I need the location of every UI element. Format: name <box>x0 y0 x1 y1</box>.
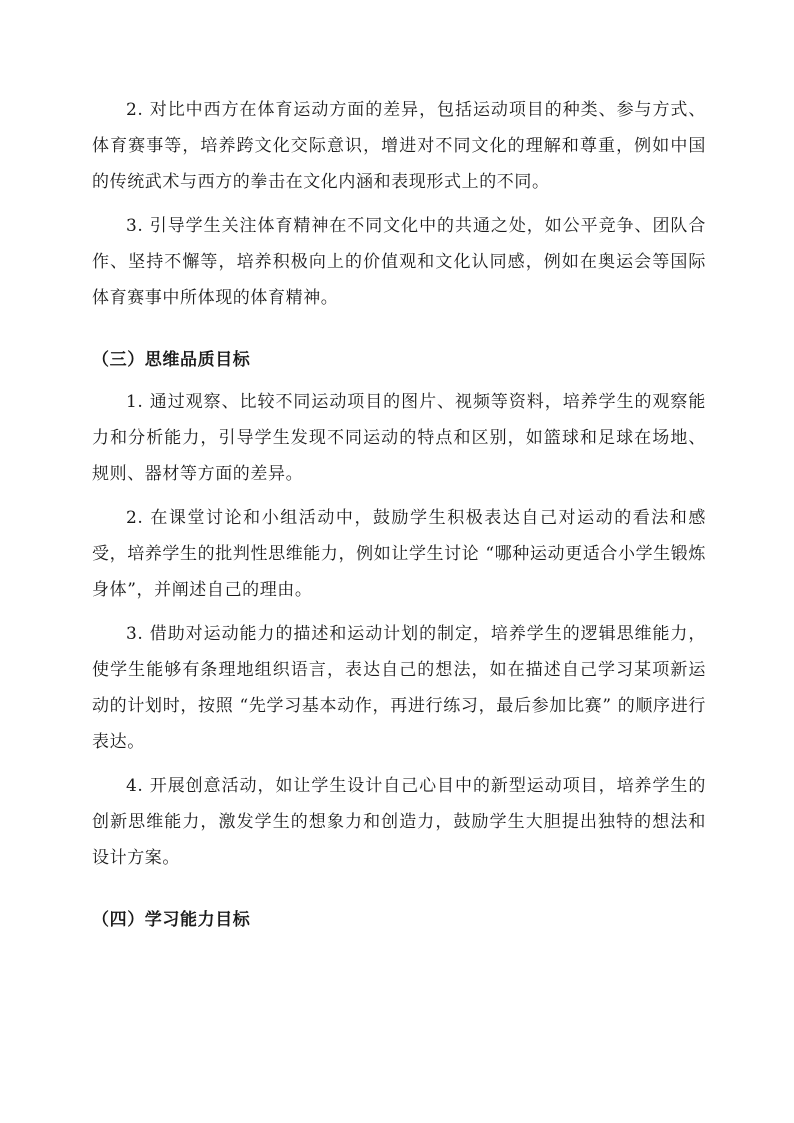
paragraph-creative-thinking: 4. 开展创意活动，如让学生设计自己心目中的新型运动项目，培养学生的创新思维能力，激发学生的想象力和创造力，鼓励学生大胆提出独特的想法和设计方案。 <box>92 776 706 868</box>
paragraph-sports-spirit: 3. 引导学生关注体育精神在不同文化中的共通之处，如公平竞争、团队合作、坚持不懈等，培养积极向上的价值观和文化认同感，例如在奥运会等国际体育赛事中所体现的体育精神。 <box>92 216 706 308</box>
paragraph-cultural-difference: 2. 对比中西方在体育运动方面的差异，包括运动项目的种类、参与方式、体育赛事等，培养跨文化交际意识，增进对不同文化的理解和尊重，例如中国的传统武术与西方的拳击在文化内涵和表现形式上的不同。 <box>92 100 706 192</box>
paragraph-observation-ability: 1. 通过观察、比较不同运动项目的图片、视频等资料，培养学生的观察能力和分析能力，引导学生发现不同运动的特点和区别，如篮球和足球在场地、规则、器材等方面的差异。 <box>92 392 706 484</box>
section-heading-thinking-quality: （三）思维品质目标 <box>92 350 251 370</box>
paragraph-critical-thinking: 2. 在课堂讨论和小组活动中，鼓励学生积极表达自己对运动的看法和感受，培养学生的批判性思维能力，例如让学生讨论 “哪种运动更适合小学生锻炼身体”，并阐述自己的理由。 <box>92 508 706 600</box>
document-body <box>92 92 706 938</box>
paragraph-logical-thinking: 3. 借助对运动能力的描述和运动计划的制定，培养学生的逻辑思维能力，使学生能够有条理地组织语言，表达自己的想法，如在描述自己学习某项新运动的计划时，按照 “先学习基本动作，再进行练习，最后参加比赛” 的顺序进行表达。 <box>92 624 706 752</box>
section-heading-learning-ability: （四）学习能力目标 <box>92 910 251 930</box>
